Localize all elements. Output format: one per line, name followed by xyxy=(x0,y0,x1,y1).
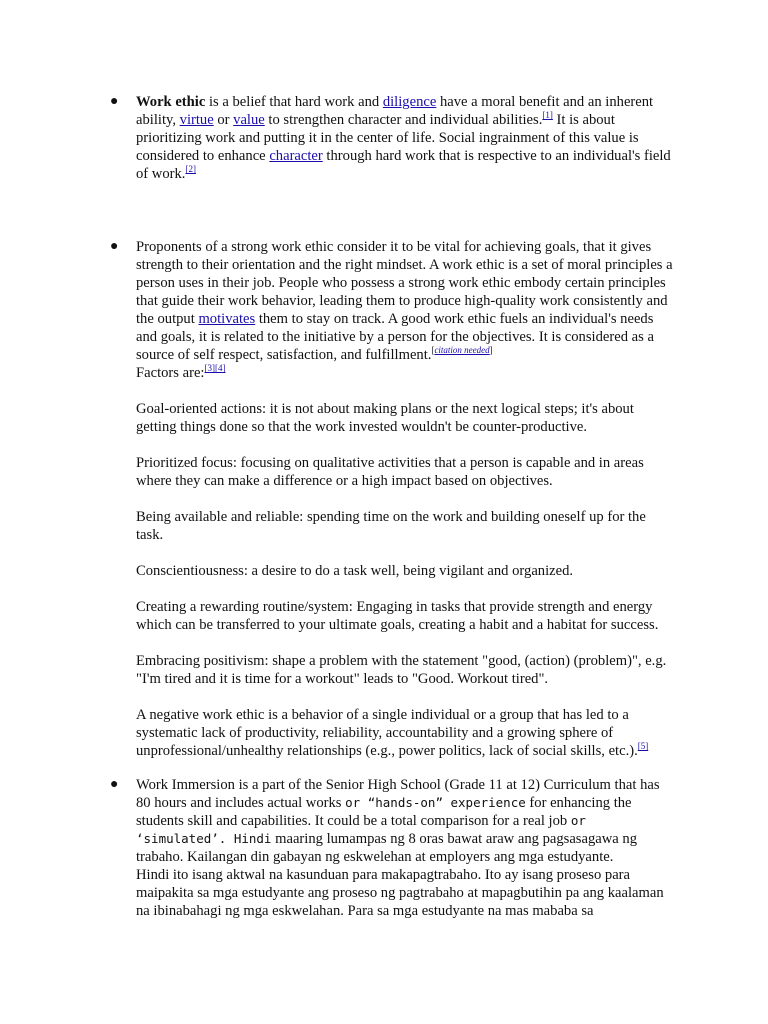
text-span: for enhancing the students skill and capabilities. It could be a total comparison for a real job xyxy=(136,795,632,829)
typed-text-hands-on: or “hands-on” experience xyxy=(345,795,526,810)
text-span: Proponents of a strong work ethic consider it to be vital for achieving goals, that it gives strength to their orientation and the right mindset. A work ethic is a set of moral principles a person uses in their job. People who possess a strong work ethic embody certain principles that guide their work behavior, leading them to produce high-quality work consistently and the output xyxy=(136,239,673,327)
text-span: It is about prioritizing work and putting it in the center of life. Social ingrainment of this value is considered to enhance xyxy=(136,112,639,164)
link-virtue[interactable]: virtue xyxy=(179,112,214,128)
text-span: have a moral benefit and an inherent ability, xyxy=(136,94,654,128)
text-span: maaring lumampas ng 8 oras bawat araw ang pagsasagawa ng trabaho. Kailangan din gabayan ng eskwelehan at employers ang mga estudyante. xyxy=(136,831,637,865)
text-span: or xyxy=(213,112,234,128)
list-item-work-immersion xyxy=(110,776,676,920)
factor-embracing-positivism: Embracing positivism: shape a problem with the statement "good, (action) (problem)", e.g. "I'm tired and it is time for a workout" leads to "Good. Workout tired". xyxy=(136,653,667,687)
factor-prioritized-focus: Prioritized focus: focusing on qualitative activities that a person is capable and in areas where they can make a difference or a high impact based on objectives. xyxy=(136,455,644,489)
factor-goal-oriented: Goal-oriented actions: it is not about making plans or the next logical steps; it's about getting things done so that the work invested wouldn't be counter-productive. xyxy=(136,401,634,435)
text-span: Hindi ito isang aktwal na kasunduan para makapagtrabaho. Ito ay isang proseso para maipakita sa mga estudyante ang proseso ng pagtrabaho at mapagbutihin pa ang kaalaman na ibinabahagi ng mga eskwelahan. Para sa mga estudyante na mas mababa sa xyxy=(136,867,664,919)
text-span: through hard work that is respective to an individual's field of work. xyxy=(136,148,671,182)
paragraph-proponents xyxy=(136,238,676,382)
cite-bracket: ] xyxy=(489,345,493,356)
text-span: A negative work ethic is a behavior of a single individual or a group that has led to a systematic lack of productivity, reliability, accountability and a growing sphere of unprofessional/unhealthy relationships (e.g., power politics, lack of social skills, etc.). xyxy=(136,707,638,759)
paragraph-work-ethic-definition xyxy=(136,93,676,183)
bullet-icon: ● xyxy=(110,777,119,792)
text-span: to strengthen character and individual abilities. xyxy=(264,112,543,128)
text-span: them to stay on track. A good work ethic fuels an individual's needs and goals, it is related to the initiative by a person for the objectives. It is considered as a source of self respect, satisfaction, and fulfillment. xyxy=(136,311,654,363)
typed-text-simulated: or ‘simulated’. Hindi xyxy=(136,813,586,846)
text-span: Work Immersion is a part of the Senior High School (Grade 11 at 12) Curriculum that has 80 hours and includes actual works xyxy=(136,777,660,811)
ref-link-1[interactable]: [1] xyxy=(542,110,553,121)
citation-needed-link[interactable]: citation needed xyxy=(434,345,490,356)
factor-rewarding-routine: Creating a rewarding routine/system: Engaging in tasks that provide strength and energy which can be transferred to your ultimate goals, creating a habit and a habitat for success. xyxy=(136,599,659,633)
list-item-proponents xyxy=(110,238,676,760)
bullet-icon: ● xyxy=(110,239,119,254)
bullet-icon: ● xyxy=(110,94,119,109)
ref-link-4[interactable]: [4] xyxy=(214,363,226,374)
cite-bracket: [ xyxy=(431,345,435,356)
paragraph-work-immersion xyxy=(136,776,676,920)
text-span: is a belief that hard work and xyxy=(205,94,383,110)
link-character[interactable]: character xyxy=(269,148,323,164)
ref-link-3[interactable]: [3] xyxy=(204,363,215,374)
ref-link-2[interactable]: [2] xyxy=(185,164,196,175)
term-work-ethic: Work ethic xyxy=(136,94,206,110)
list-item-work-ethic xyxy=(110,93,676,183)
link-diligence[interactable]: diligence xyxy=(382,94,437,110)
factor-available-reliable: Being available and reliable: spending time on the work and building oneself up for the task. xyxy=(136,509,646,543)
factor-conscientiousness: Conscientiousness: a desire to do a task well, being vigilant and organized. xyxy=(136,563,574,579)
ref-link-5[interactable]: [5] xyxy=(637,741,649,752)
paragraph-negative-work-ethic xyxy=(136,706,676,760)
link-motivates[interactable]: motivates xyxy=(198,311,256,327)
link-value[interactable]: value xyxy=(233,112,265,128)
factors-label: Factors are: xyxy=(136,365,205,381)
